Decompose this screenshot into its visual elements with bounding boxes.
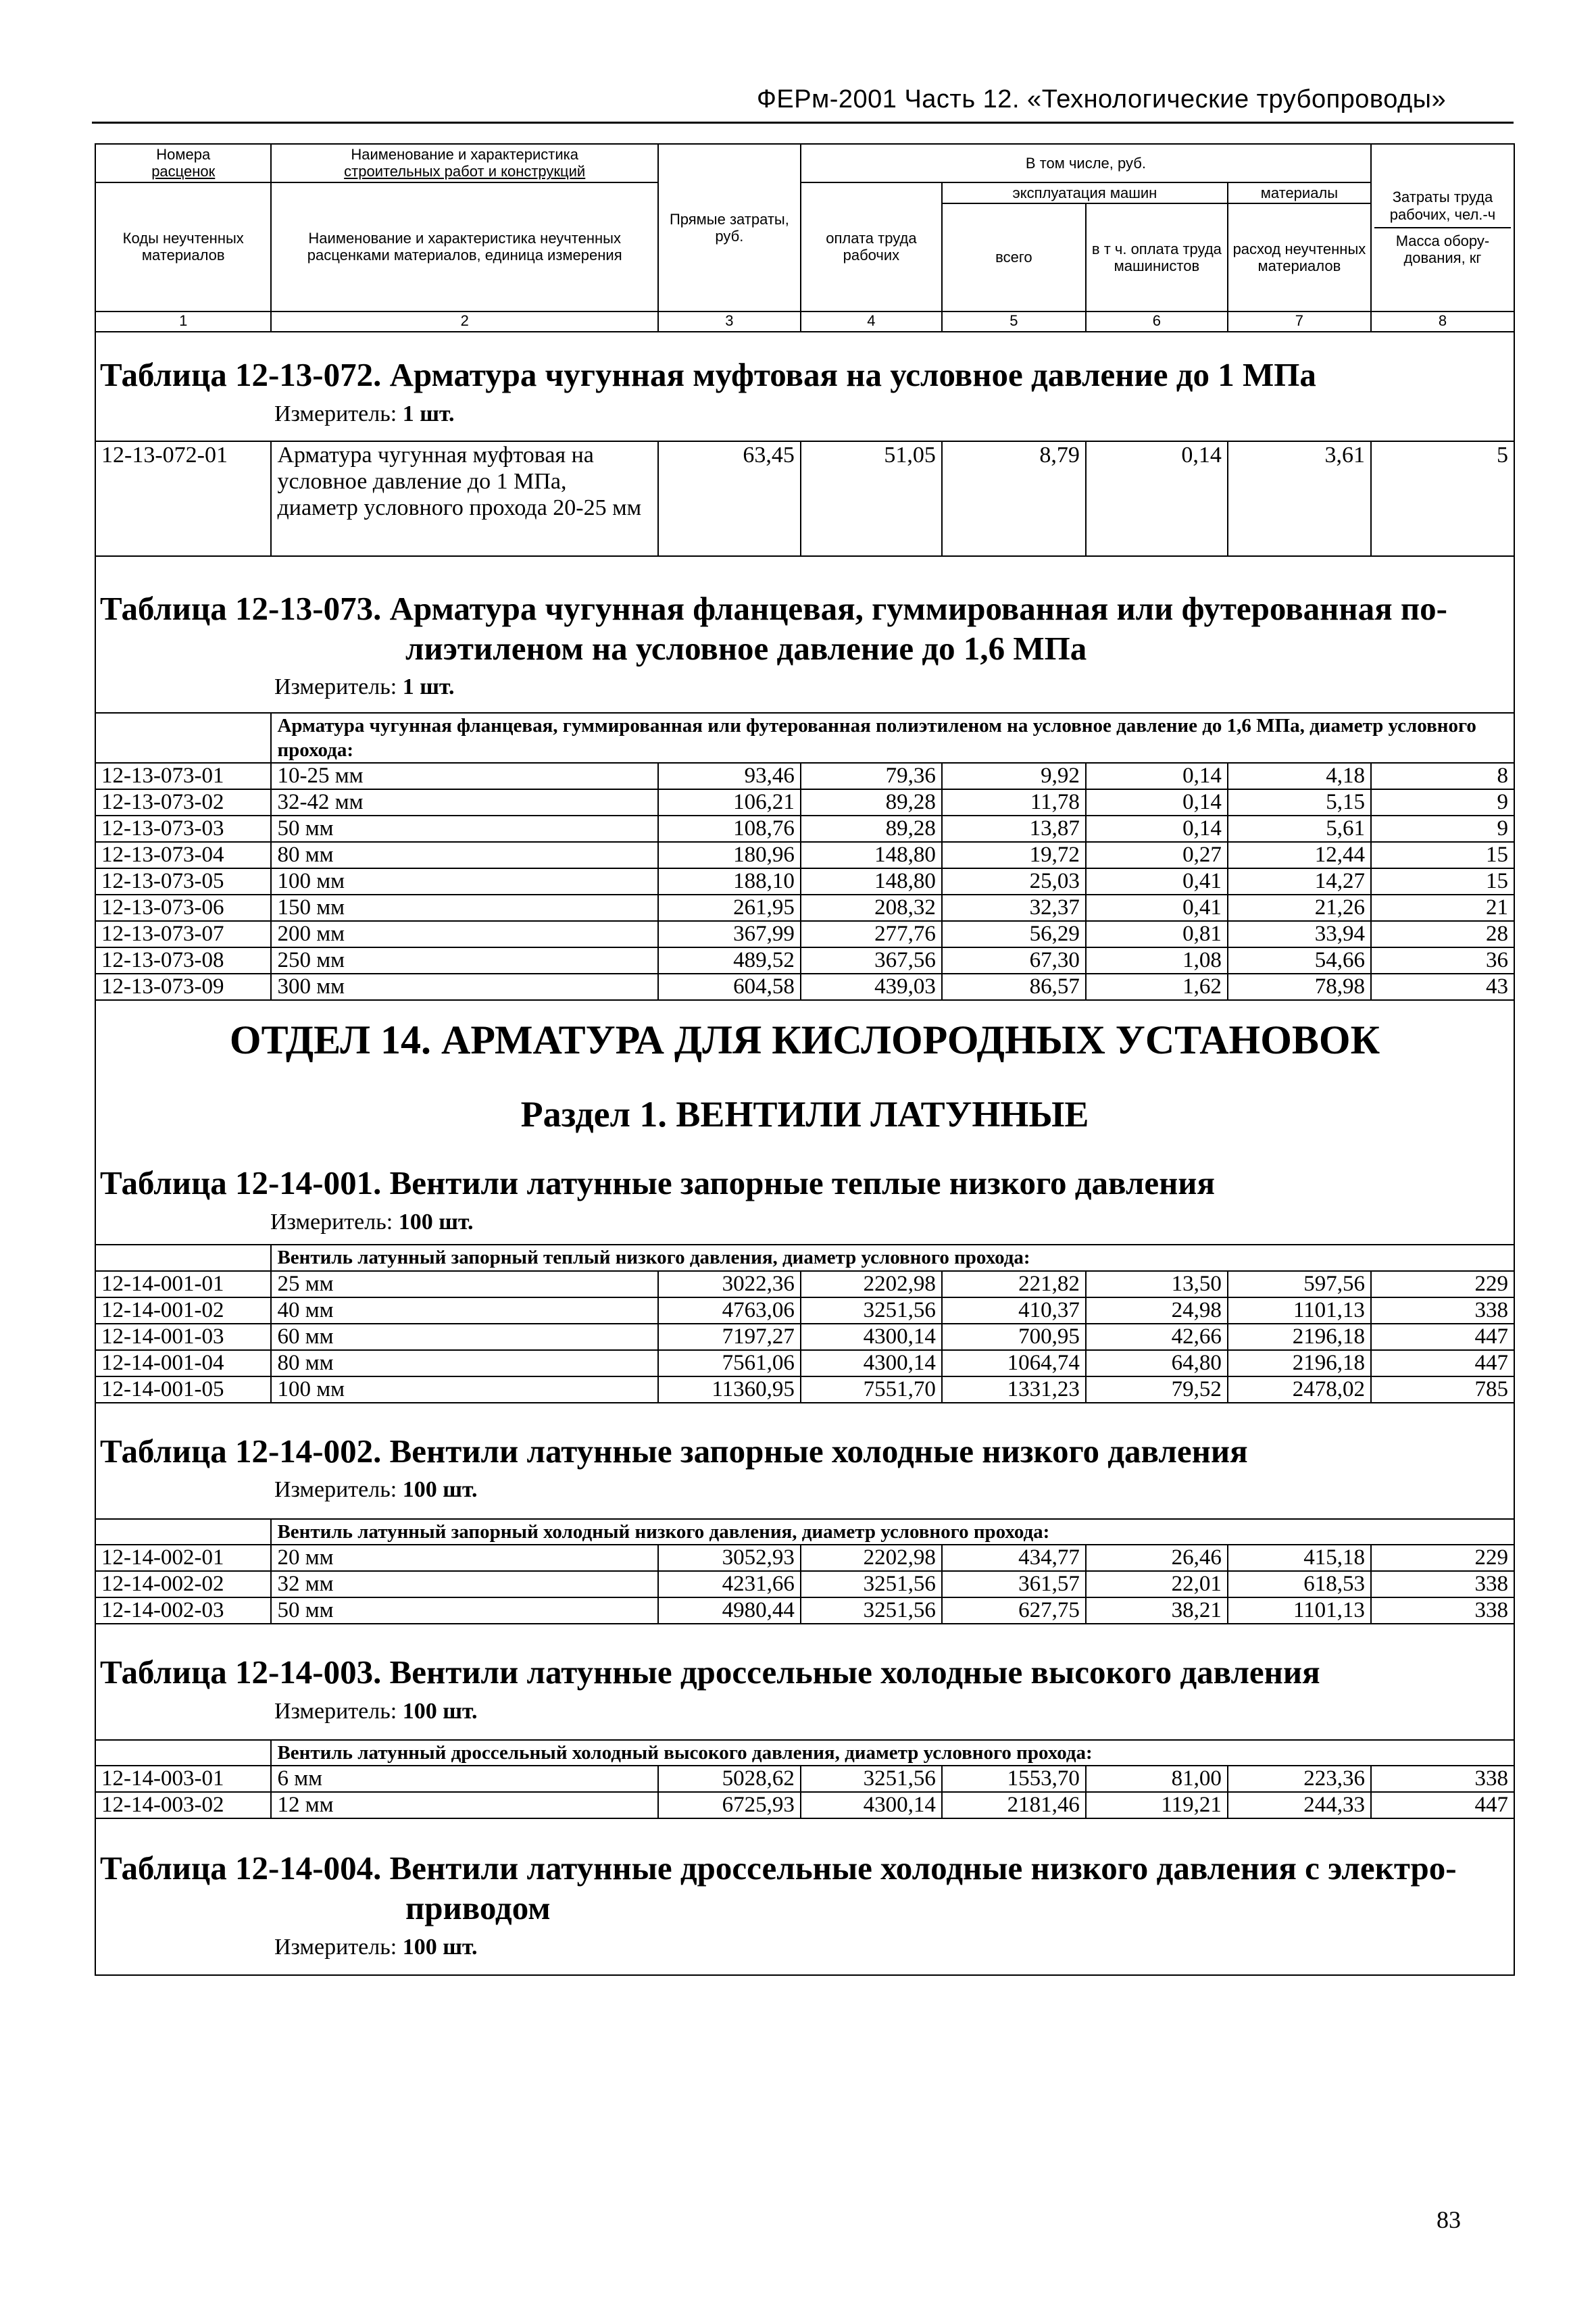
operator-wages: 42,66 — [1086, 1324, 1228, 1350]
table-12-13-073-rows — [95, 763, 1514, 1000]
table-title: Таблица 12-13-072. Арматура чугунная муфтовая на условное давление до 1 МПа — [100, 355, 1316, 393]
labor-costs: 15 — [1371, 868, 1514, 895]
operator-wages: 13,50 — [1086, 1271, 1228, 1297]
rate-code: 12-13-073-03 — [95, 816, 271, 842]
header-rate-numbers: Номера расценок — [95, 144, 271, 182]
rate-code: 12-13-073-07 — [95, 921, 271, 947]
operator-wages: 38,21 — [1086, 1597, 1228, 1624]
header-materials: материалы — [1228, 182, 1371, 203]
operator-wages: 22,01 — [1086, 1571, 1228, 1597]
pipe-diameter: 50 мм — [271, 1597, 657, 1624]
pipe-diameter: 150 мм — [271, 895, 657, 921]
worker-wages: 4300,14 — [801, 1324, 942, 1350]
direct-costs: 11360,95 — [658, 1376, 801, 1403]
labor-costs: 338 — [1371, 1597, 1514, 1624]
table-row — [95, 1297, 1514, 1324]
operator-wages: 0,41 — [1086, 868, 1228, 895]
direct-costs: 6725,93 — [658, 1792, 801, 1818]
direct-costs: 261,95 — [658, 895, 801, 921]
running-header: ФЕРм-2001 Часть 12. «Технологические трубопроводы» — [757, 85, 1447, 114]
direct-costs: 5028,62 — [658, 1766, 801, 1792]
rate-code: 12-14-003-01 — [95, 1766, 271, 1792]
table-12-14-003-rows — [95, 1766, 1514, 1818]
machine-total: 361,57 — [942, 1571, 1086, 1597]
header-including: В том числе, руб. — [801, 144, 1371, 182]
table-12-14-002-rows — [95, 1545, 1514, 1624]
materials: 33,94 — [1228, 921, 1371, 947]
rate-code: 12-13-073-05 — [95, 868, 271, 895]
worker-wages: 277,76 — [801, 921, 942, 947]
materials: 2196,18 — [1228, 1350, 1371, 1376]
operator-wages: 0,14 — [1086, 816, 1228, 842]
worker-wages: 4300,14 — [801, 1792, 942, 1818]
pipe-diameter: 32 мм — [271, 1571, 657, 1597]
header-material-consumption: расход неучтенных материалов — [1228, 203, 1371, 312]
labor-costs: 447 — [1371, 1350, 1514, 1376]
rate-code: 12-14-003-02 — [95, 1792, 271, 1818]
column-number: 3 — [658, 312, 801, 332]
pipe-diameter: 80 мм — [271, 1350, 657, 1376]
labor-costs: 5 — [1371, 441, 1514, 556]
pipe-diameter: 100 мм — [271, 868, 657, 895]
direct-costs: 4980,44 — [658, 1597, 801, 1624]
direct-costs: 188,10 — [658, 868, 801, 895]
direct-costs: 180,96 — [658, 842, 801, 868]
table-12-14-001-rows — [95, 1271, 1514, 1403]
direct-costs: 367,99 — [658, 921, 801, 947]
operator-wages: 1,62 — [1086, 974, 1228, 1000]
machine-total: 627,75 — [942, 1597, 1086, 1624]
column-number: 1 — [95, 312, 271, 332]
rate-code: 12-14-002-01 — [95, 1545, 271, 1571]
table-title: Таблица 12-13-073. Арматура чугунная фланцевая, гуммированная или футерованная по- лиэтиленом на условное давление до 1,6 МПа — [100, 589, 1447, 667]
materials: 1101,13 — [1228, 1297, 1371, 1324]
machine-total: 1553,70 — [942, 1766, 1086, 1792]
group-description: Арматура чугунная фланцевая, гуммированная или футерованная полиэтиленом на условное давление до 1,6 МПа, диаметр условного прохода: — [271, 713, 1514, 764]
operator-wages: 64,80 — [1086, 1350, 1228, 1376]
header-total: всего — [942, 203, 1086, 312]
worker-wages: 148,80 — [801, 842, 942, 868]
table-row — [95, 1376, 1514, 1403]
rate-code: 12-13-073-04 — [95, 842, 271, 868]
table-title: Таблица 12-14-003. Вентили латунные дроссельные холодные высокого давления — [100, 1653, 1320, 1691]
direct-costs: 3022,36 — [658, 1271, 801, 1297]
materials: 597,56 — [1228, 1271, 1371, 1297]
group-description: Вентиль латунный запорный холодный низкого давления, диаметр условного прохода: — [271, 1519, 1514, 1545]
machine-total: 67,30 — [942, 947, 1086, 974]
pipe-diameter: 20 мм — [271, 1545, 657, 1571]
labor-costs: 9 — [1371, 789, 1514, 816]
machine-total: 19,72 — [942, 842, 1086, 868]
section-heading-block — [95, 1000, 1514, 1245]
table-row — [95, 895, 1514, 921]
labor-costs: 447 — [1371, 1792, 1514, 1818]
labor-costs: 43 — [1371, 974, 1514, 1000]
rate-code: 12-13-073-06 — [95, 895, 271, 921]
machine-total: 2181,46 — [942, 1792, 1086, 1818]
rate-code: 12-13-073-09 — [95, 974, 271, 1000]
labor-costs: 447 — [1371, 1324, 1514, 1350]
table-row — [95, 921, 1514, 947]
rate-code: 12-14-001-02 — [95, 1297, 271, 1324]
worker-wages: 3251,56 — [801, 1571, 942, 1597]
direct-costs: 604,58 — [658, 974, 801, 1000]
measure-unit: Измеритель: 100 шт. — [274, 1934, 478, 1960]
operator-wages: 0,41 — [1086, 895, 1228, 921]
pipe-diameter: 50 мм — [271, 816, 657, 842]
table-row — [95, 816, 1514, 842]
table-row — [95, 763, 1514, 789]
spacer-cell — [95, 1519, 271, 1545]
pipe-diameter: 40 мм — [271, 1297, 657, 1324]
direct-costs: 7197,27 — [658, 1324, 801, 1350]
direct-costs: 108,76 — [658, 816, 801, 842]
materials: 14,27 — [1228, 868, 1371, 895]
operator-wages: 0,81 — [1086, 921, 1228, 947]
table-row — [95, 842, 1514, 868]
operator-wages: 0,27 — [1086, 842, 1228, 868]
labor-costs: 8 — [1371, 763, 1514, 789]
measure-unit: Измеритель: 100 шт. — [274, 1477, 478, 1503]
header-material-name: Наименование и характеристика неучтенных расценками материалов, единица измерения — [271, 182, 657, 312]
measure-unit: Измеритель: 100 шт. — [274, 1698, 478, 1724]
rate-code: 12-14-001-03 — [95, 1324, 271, 1350]
operator-wages: 0,14 — [1086, 789, 1228, 816]
materials: 4,18 — [1228, 763, 1371, 789]
header-direct-costs: Прямые затраты, руб. — [658, 144, 801, 312]
table-row — [95, 1792, 1514, 1818]
materials: 12,44 — [1228, 842, 1371, 868]
pipe-diameter: 60 мм — [271, 1324, 657, 1350]
column-number: 7 — [1228, 312, 1371, 332]
rate-code: 12-13-073-02 — [95, 789, 271, 816]
worker-wages: 2202,98 — [801, 1545, 942, 1571]
pipe-diameter: 200 мм — [271, 921, 657, 947]
rate-code: 12-14-001-01 — [95, 1271, 271, 1297]
worker-wages: 3251,56 — [801, 1597, 942, 1624]
operator-wages: 24,98 — [1086, 1297, 1228, 1324]
table-12-13-073-heading — [95, 556, 1514, 713]
header-labor-and-mass: Затраты труда рабочих, чел.-ч Масса обору-дования, кг — [1371, 144, 1514, 312]
labor-costs: 229 — [1371, 1545, 1514, 1571]
operator-wages: 81,00 — [1086, 1766, 1228, 1792]
worker-wages: 89,28 — [801, 789, 942, 816]
pipe-diameter: 6 мм — [271, 1766, 657, 1792]
table-row — [95, 1324, 1514, 1350]
worker-wages: 7551,70 — [801, 1376, 942, 1403]
operator-wages: 26,46 — [1086, 1545, 1228, 1571]
rate-code: 12-14-001-05 — [95, 1376, 271, 1403]
column-number: 8 — [1371, 312, 1514, 332]
rate-code: 12-13-073-01 — [95, 763, 271, 789]
header-operator-wages: в т ч. оплата труда машинистов — [1086, 203, 1228, 312]
machine-total: 700,95 — [942, 1324, 1086, 1350]
rate-code: 12-14-002-02 — [95, 1571, 271, 1597]
measure-unit: Измеритель: 1 шт. — [274, 674, 455, 700]
worker-wages: 79,36 — [801, 763, 942, 789]
header-machine-operation: эксплуатация машин — [942, 182, 1228, 203]
materials: 618,53 — [1228, 1571, 1371, 1597]
direct-costs: 4763,06 — [658, 1297, 801, 1324]
rate-code: 12-14-001-04 — [95, 1350, 271, 1376]
page-number: 83 — [1437, 2206, 1461, 2233]
machine-total: 1064,74 — [942, 1350, 1086, 1376]
direct-costs: 93,46 — [658, 763, 801, 789]
operator-wages: 79,52 — [1086, 1376, 1228, 1403]
materials: 2196,18 — [1228, 1324, 1371, 1350]
section-title: ОТДЕЛ 14. АРМАТУРА ДЛЯ КИСЛОРОДНЫХ УСТАНОВОК — [229, 1018, 1380, 1063]
machine-total: 1331,23 — [942, 1376, 1086, 1403]
operator-wages: 0,14 — [1086, 763, 1228, 789]
header-material-codes: Коды неучтенных материалов — [95, 182, 271, 312]
table-title: Таблица 12-14-002. Вентили латунные запорные холодные низкого давления — [100, 1432, 1248, 1470]
operator-wages: 1,08 — [1086, 947, 1228, 974]
column-number: 5 — [942, 312, 1086, 332]
table-12-14-004-heading — [95, 1818, 1514, 1975]
materials: 2478,02 — [1228, 1376, 1371, 1403]
pipe-diameter: 12 мм — [271, 1792, 657, 1818]
worker-wages: 89,28 — [801, 816, 942, 842]
worker-wages: 367,56 — [801, 947, 942, 974]
machine-total: 221,82 — [942, 1271, 1086, 1297]
header-work-name: Наименование и характеристика строительных работ и конструкций — [271, 144, 657, 182]
spacer-cell — [95, 713, 271, 764]
table-row — [95, 868, 1514, 895]
labor-costs: 785 — [1371, 1376, 1514, 1403]
operator-wages: 0,14 — [1086, 441, 1228, 556]
direct-costs: 4231,66 — [658, 1571, 801, 1597]
table-row — [95, 1545, 1514, 1571]
worker-wages: 148,80 — [801, 868, 942, 895]
pipe-diameter: 32-42 мм — [271, 789, 657, 816]
materials: 3,61 — [1228, 441, 1371, 556]
materials: 21,26 — [1228, 895, 1371, 921]
machine-total: 86,57 — [942, 974, 1086, 1000]
rate-code: 12-14-002-03 — [95, 1597, 271, 1624]
pipe-diameter: 250 мм — [271, 947, 657, 974]
operator-wages: 119,21 — [1086, 1792, 1228, 1818]
pipe-diameter: 100 мм — [271, 1376, 657, 1403]
spacer-cell — [95, 1740, 271, 1766]
table-row — [95, 947, 1514, 974]
direct-costs: 7561,06 — [658, 1350, 801, 1376]
table-row — [95, 789, 1514, 816]
materials: 78,98 — [1228, 974, 1371, 1000]
table-row — [95, 1571, 1514, 1597]
pipe-diameter: 80 мм — [271, 842, 657, 868]
rate-code: 12-13-073-08 — [95, 947, 271, 974]
labor-costs: 338 — [1371, 1297, 1514, 1324]
measure-unit: Измеритель: 100 шт. — [270, 1210, 474, 1235]
table-title: Таблица 12-14-001. Вентили латунные запорные теплые низкого давления — [100, 1164, 1216, 1202]
labor-costs: 9 — [1371, 816, 1514, 842]
direct-costs: 3052,93 — [658, 1545, 801, 1571]
direct-costs: 489,52 — [658, 947, 801, 974]
machine-total: 410,37 — [942, 1297, 1086, 1324]
machine-total: 32,37 — [942, 895, 1086, 921]
spacer-cell — [95, 1245, 271, 1270]
group-description: Вентиль латунный запорный теплый низкого давления, диаметр условного прохода: — [271, 1245, 1514, 1270]
rate-description: Арматура чугунная муфтовая на условное давление до 1 МПа, диаметр условного прохода 20-25 мм — [271, 441, 657, 556]
table-row — [95, 1271, 1514, 1297]
labor-costs: 28 — [1371, 921, 1514, 947]
materials: 223,36 — [1228, 1766, 1371, 1792]
worker-wages: 51,05 — [801, 441, 942, 556]
worker-wages: 439,03 — [801, 974, 942, 1000]
labor-costs: 338 — [1371, 1766, 1514, 1792]
pipe-diameter: 300 мм — [271, 974, 657, 1000]
machine-total: 13,87 — [942, 816, 1086, 842]
pipe-diameter: 25 мм — [271, 1271, 657, 1297]
machine-total: 25,03 — [942, 868, 1086, 895]
machine-total: 11,78 — [942, 789, 1086, 816]
column-number: 6 — [1086, 312, 1228, 332]
table-12-13-072-heading — [95, 332, 1514, 441]
labor-costs: 229 — [1371, 1271, 1514, 1297]
table-row — [95, 974, 1514, 1000]
machine-total: 56,29 — [942, 921, 1086, 947]
rate-code: 12-13-072-01 — [95, 441, 271, 556]
worker-wages: 2202,98 — [801, 1271, 942, 1297]
measure-unit: Измеритель: 1 шт. — [274, 401, 455, 426]
labor-costs: 36 — [1371, 947, 1514, 974]
table-row — [95, 1597, 1514, 1624]
direct-costs: 63,45 — [658, 441, 801, 556]
table-row — [95, 1350, 1514, 1376]
materials: 1101,13 — [1228, 1597, 1371, 1624]
labor-costs: 15 — [1371, 842, 1514, 868]
header-rule — [92, 122, 1514, 124]
machine-total: 434,77 — [942, 1545, 1086, 1571]
table-12-14-003-heading — [95, 1624, 1514, 1740]
pipe-diameter: 10-25 мм — [271, 763, 657, 789]
rates-table — [95, 143, 1515, 1976]
materials: 54,66 — [1228, 947, 1371, 974]
machine-total: 8,79 — [942, 441, 1086, 556]
materials: 5,15 — [1228, 789, 1371, 816]
direct-costs: 106,21 — [658, 789, 801, 816]
table-title: Таблица 12-14-004. Вентили латунные дроссельные холодные низкого давления с электро- приводом — [100, 1849, 1457, 1926]
labor-costs: 21 — [1371, 895, 1514, 921]
worker-wages: 3251,56 — [801, 1766, 942, 1792]
materials: 5,61 — [1228, 816, 1371, 842]
worker-wages: 4300,14 — [801, 1350, 942, 1376]
machine-total: 9,92 — [942, 763, 1086, 789]
materials: 415,18 — [1228, 1545, 1371, 1571]
subsection-title: Раздел 1. ВЕНТИЛИ ЛАТУННЫЕ — [520, 1094, 1089, 1135]
table-row — [95, 1766, 1514, 1792]
table-12-14-002-heading — [95, 1403, 1514, 1519]
group-description: Вентиль латунный дроссельный холодный высокого давления, диаметр условного прохода: — [271, 1740, 1514, 1766]
column-number: 4 — [801, 312, 942, 332]
worker-wages: 208,32 — [801, 895, 942, 921]
header-worker-wages: оплата труда рабочих — [801, 182, 942, 312]
column-number: 2 — [271, 312, 657, 332]
worker-wages: 3251,56 — [801, 1297, 942, 1324]
materials: 244,33 — [1228, 1792, 1371, 1818]
labor-costs: 338 — [1371, 1571, 1514, 1597]
